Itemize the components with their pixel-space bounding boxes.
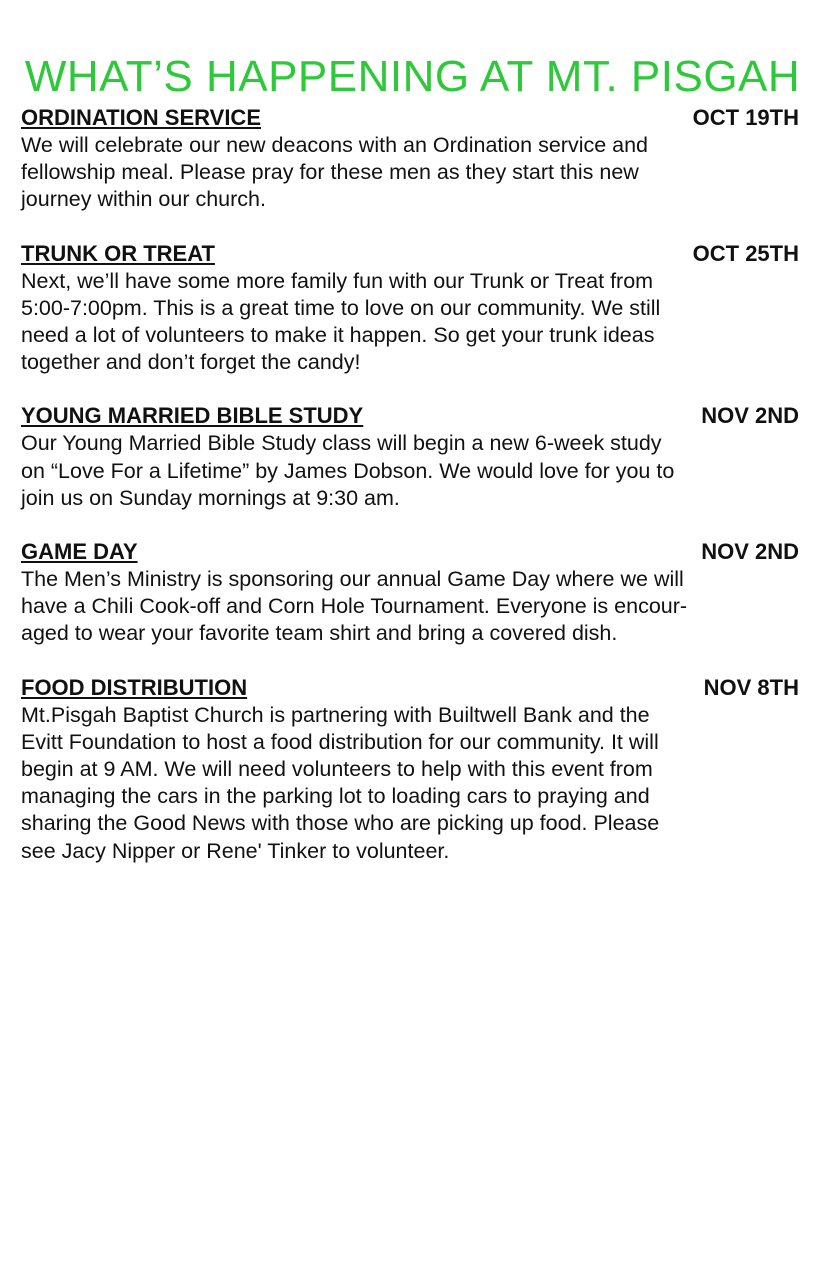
event-date: NOV 2ND	[701, 403, 799, 429]
description-line: The Men’s Ministry is sponsoring our annual Game Day where we will	[21, 567, 684, 592]
event-title: FOOD DISTRIBUTION	[21, 674, 248, 700]
page-title: WHAT’S HAPPENING AT MT. PISGAH	[24, 52, 801, 102]
description-line: Our Young Married Bible Study class will begin a new 6-week study	[21, 431, 662, 456]
event-date: NOV 2ND	[701, 539, 799, 565]
description-line: journey within our church.	[21, 187, 266, 212]
event-date: OCT 19TH	[692, 105, 799, 130]
description-line: see Jacy Nipper or Rene' Tinker to volunteer.	[21, 838, 450, 863]
description-line: Evitt Foundation to host a food distribution for our community. It will	[21, 729, 659, 754]
event-ordination-service	[21, 104, 801, 214]
description-line: 5:00-7:00pm. This is a great time to love on our community. We still	[21, 295, 661, 320]
event-header	[21, 104, 801, 132]
events-list	[21, 104, 801, 891]
description-line: begin at 9 AM. We will need volunteers to help with this event from	[21, 757, 653, 782]
event-young-married-bible-study	[21, 402, 801, 512]
description-line: aged to wear your favorite team shirt and bring a covered dish.	[21, 621, 618, 646]
description-line: need a lot of volunteers to make it happen. So get your trunk ideas	[21, 323, 655, 348]
description-line: Mt.Pisgah Baptist Church is partnering with Builtwell Bank and the	[21, 702, 650, 727]
description-line: have a Chili Cook-off and Corn Hole Tournament. Everyone is encour-	[21, 594, 688, 619]
event-header	[21, 538, 801, 566]
event-header	[21, 674, 801, 702]
event-description	[21, 132, 801, 214]
description-line: join us on Sunday mornings at 9:30 am.	[21, 485, 400, 510]
description-line: Next, we’ll have some more family fun with our Trunk or Treat from	[21, 268, 654, 293]
description-line: We will celebrate our new deacons with an Ordination service and	[21, 133, 649, 157]
event-title: GAME DAY	[21, 539, 138, 565]
event-date: OCT 25TH	[692, 240, 799, 266]
event-date: NOV 8TH	[703, 674, 799, 700]
event-description	[21, 566, 801, 648]
event-game-day	[21, 538, 801, 648]
event-title: YOUNG MARRIED BIBLE STUDY	[21, 403, 364, 429]
event-title: ORDINATION SERVICE	[21, 105, 261, 130]
event-description	[21, 430, 801, 512]
event-description	[21, 268, 801, 377]
description-line: on “Love For a Lifetime” by James Dobson. We would love for you to	[21, 458, 675, 483]
event-food-distribution	[21, 674, 801, 865]
description-line: fellowship meal. Please pray for these men as they start this new	[21, 160, 639, 185]
event-description	[21, 702, 801, 865]
event-title: TRUNK OR TREAT	[21, 240, 215, 266]
description-line: sharing the Good News with those who are picking up food. Please	[21, 811, 660, 836]
event-trunk-or-treat	[21, 240, 801, 377]
description-line: together and don’t forget the candy!	[21, 350, 361, 375]
event-header	[21, 402, 801, 430]
description-line: managing the cars in the parking lot to loading cars to praying and	[21, 784, 650, 809]
event-header	[21, 240, 801, 268]
